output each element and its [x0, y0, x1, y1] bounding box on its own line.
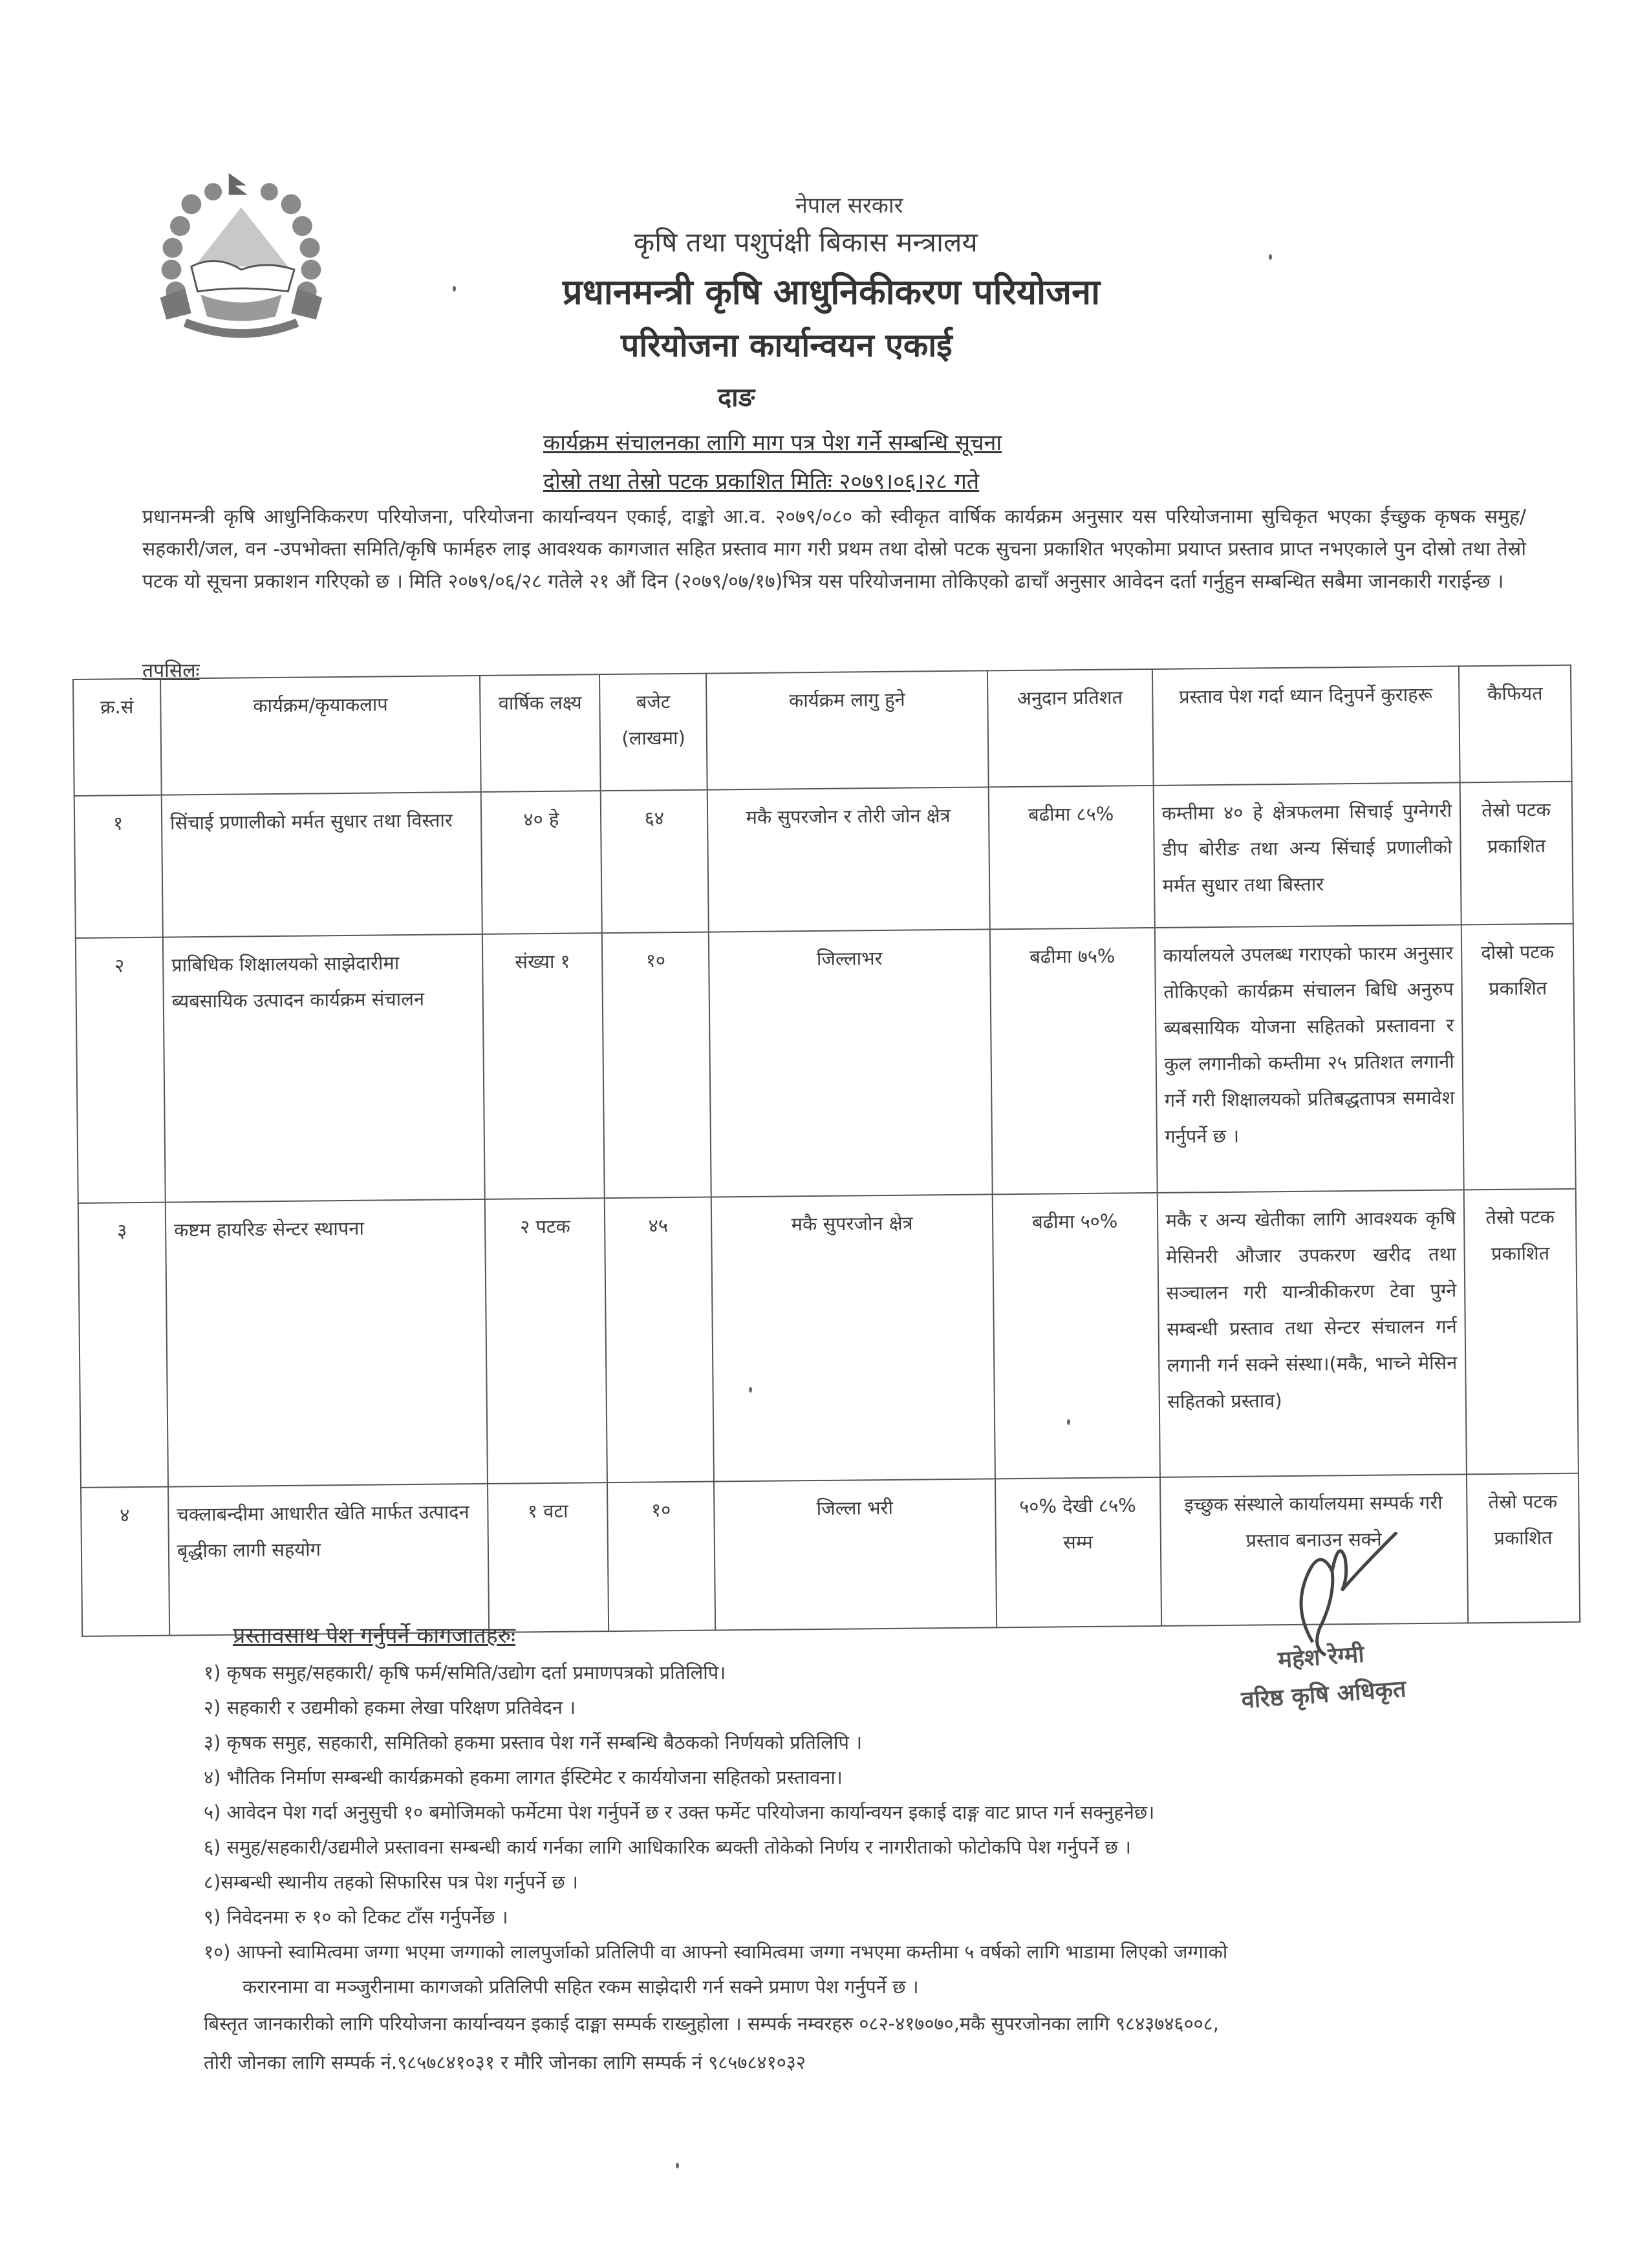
contact-info: [204, 2004, 1626, 2082]
cell-area: मकै सुपरजोन क्षेत्र: [711, 1194, 995, 1481]
document-item: १०) आफ्नो स्वामित्वमा जग्गा भएमा जग्गाको लालपुर्जाको प्रतिलिपी वा आफ्नो स्वामित्वमा जग्गा नभएमा कम्तीमा ५ वर्षको लागि भाडामा लिएको जग्गाको: [204, 1941, 1228, 1963]
col-header-sn: क्र.सं: [73, 679, 162, 796]
cell-grant: बढीमा ७५%: [990, 928, 1158, 1194]
col-header-remarks: कैफियत: [1459, 665, 1572, 783]
table-row: [76, 924, 1576, 1203]
signatory-title: वरिष्ठ कृषि अधिकृत: [1240, 1676, 1407, 1714]
cell-remarks: तेस्रो पटक प्रकाशित: [1460, 782, 1573, 925]
document-item: ४) भौतिक निर्माण सम्बन्धी कार्यक्रमको हकमा लागत ईस्टिमेट र कार्ययोजना सहितको प्रस्तावना।: [204, 1766, 843, 1788]
table-row: [78, 1189, 1579, 1488]
cell-program: चक्लाबन्दीमा आधारीत खेति मार्फत उत्पादन बृद्धीका लागी सहयोग: [168, 1484, 490, 1636]
col-header-program: कार्यक्रम/कृयाकलाप: [160, 676, 481, 795]
publication-date: दोस्रो तथा तेस्रो पटक प्रकाशित मितिः २०७९।०६।२८ गते: [543, 469, 980, 495]
document-item: २) सहकारी र उद्यमीको हकमा लेखा परिक्षण प्रतिवेदन ।: [204, 1696, 576, 1718]
cell-area: जिल्ला भरी: [714, 1479, 997, 1630]
col-header-grant: अनुदान प्रतिशत: [987, 669, 1153, 787]
program-table: [72, 665, 1580, 1637]
cell-remarks: दोस्रो पटक प्रकाशित: [1461, 924, 1576, 1190]
cell-remarks: तेस्रो पटक प्रकाशित: [1467, 1473, 1580, 1623]
cell-notes: कम्तीमा ४० हे क्षेत्रफलमा सिचाई पुग्नेगरी डीप बोरीङ तथा अन्य सिंचाई प्रणालीको मर्मत सुधार तथा बिस्तार: [1153, 782, 1461, 928]
documents-title: प्रस्तावसाथ पेश गर्नुपर्ने कागजातहरुः: [233, 1623, 515, 1649]
unit-name: परियोजना कार्यान्वयन एकाई: [621, 326, 953, 364]
contact-line-1: बिस्तृत जानकारीको लागि परियोजना कार्यान्वयन इकाई दाङ्मा सम्पर्क राख्नुहोला । सम्पर्क नम्वरहरु ०८२-४१७०७०,मकै सुपरजोनका लागि ९८४३७४६००८,: [204, 2013, 1219, 2035]
scan-speck: [453, 286, 456, 292]
cell-sn: १: [74, 795, 163, 938]
district-name: दाङ: [718, 383, 755, 412]
scan-speck: [749, 1387, 752, 1393]
ministry-name: कृषि तथा पशुपंक्षी बिकास मन्त्रालय: [634, 226, 978, 258]
cell-budget: १०: [607, 1482, 715, 1632]
cell-remarks: तेस्रो पटक प्रकाशित: [1464, 1189, 1579, 1475]
cell-target: ४० हे: [481, 791, 602, 934]
project-name: प्रधानमन्त्री कृषि आधुनिकीकरण परियोजना: [563, 272, 1101, 312]
document-item-continued: करारनामा वा मञ्जुरीनामा कागजको प्रतिलिपी सहित रकम साझेदारी गर्न सक्ने प्रमाण पेश गर्नुपर्ने छ ।: [242, 1976, 919, 1998]
cell-program: प्राबिधिक शिक्षालयको साझेदारीमा ब्यबसायिक उत्पादन कार्यक्रम संचालन: [163, 934, 485, 1203]
scan-speck: [676, 2163, 679, 2168]
cell-budget: ६४: [601, 790, 709, 934]
cell-sn: २: [76, 937, 166, 1203]
col-header-notes: प्रस्ताव पेश गर्दा ध्यान दिनुपर्ने कुराहरू: [1152, 666, 1460, 786]
scan-speck: [1067, 1419, 1070, 1425]
cell-notes: इच्छुक संस्थाले कार्यालयमा सम्पर्क गरी प्रस्ताव बनाउन सक्ने: [1159, 1474, 1468, 1626]
notice-title: कार्यक्रम संचालनका लागि माग पत्र पेश गर्ने सम्बन्धि सूचना: [543, 430, 1002, 456]
document-item: ८)सम्बन्धी स्थानीय तहको सिफारिस पत्र पेश गर्नुपर्ने छ ।: [204, 1871, 578, 1893]
document-item: ९) निवेदनमा रु १० को टिकट टाँस गर्नुपर्नेछ ।: [204, 1906, 508, 1928]
cell-area: जिल्लाभर: [709, 929, 992, 1197]
document-item: १) कृषक समुह/सहकारी/ कृषि फर्म/समिति/उद्योग दर्ता प्रमाणपत्रको प्रतिलिपि।: [204, 1662, 726, 1684]
col-header-budget: बजेट (लाखमा): [599, 674, 707, 791]
cell-budget: ४५: [605, 1197, 714, 1483]
cell-notes: कार्यालयले उपलब्ध गराएको फारम अनुसार तोकिएको कार्यक्रम संचालन बिधि अनुरुप ब्यबसायिक योजना सहितको प्रस्तावना र कुल लगानीको कम्तीमा २५ प्रतिशत लगानी गर्ने गरी शिक्षालयको प्रतिबद्धतापत्र समावेश गर्नुपर्ने छ ।: [1154, 925, 1463, 1193]
table-row: [74, 782, 1573, 938]
signatory-name: महेश रेग्मी: [1277, 1641, 1365, 1674]
cell-notes: मकै र अन्य खेतीका लागि आवश्यक कृषि मेसिनरी औजार उपकरण खरीद तथा सञ्चालन गरी यान्त्रीकीकरण टेवा पुग्ने सम्बन्धी प्रस्ताव तथा सेन्टर संचालन गर्न लगानी गर्न सक्ने संस्था।(मकै, भाच्ने मेसिन सहितको प्रस्ताव): [1157, 1190, 1467, 1477]
document-item: ५) आवेदन पेश गर्दा अनुसुची १० बमोजिमको फर्मेटमा पेश गर्नुपर्ने छ र उक्त फर्मेट परियोजना कार्यान्वयन इकाई दाङ्ग वाट प्राप्त गर्न सक्नुहनेछ।: [204, 1801, 1155, 1823]
cell-grant: ५०% देखी ८५% सम्म: [995, 1477, 1161, 1627]
contact-line-2: तोरी जोनका लागि सम्पर्क नं.९८५७८४१०३१ र मौरि जोनका लागि सम्पर्क नं ९८५७८४१०३२: [204, 2051, 806, 2073]
cell-program: कष्टम हायरिङ सेन्टर स्थापना: [166, 1199, 488, 1487]
cell-target: संख्या १: [482, 933, 605, 1199]
cell-program: सिंचाई प्रणालीको मर्मत सुधार तथा विस्तार: [162, 792, 483, 937]
document-item: ६) समुह/सहकारी/उद्यमीले प्रस्तावना सम्बन्धी कार्य गर्नका लागि आधिकारिक ब्यक्ती तोकेको निर्णय र नागरीताको फोटोकपि पेश गर्नुपर्ने छ ।: [204, 1836, 1131, 1858]
intro-paragraph: प्रधानमन्त्री कृषि आधुनिकिकरण परियोजना, परियोजना कार्यान्वयन एकाई, दाङ्को आ.व. २०७९/०८० को स्वीकृत वार्षिक कार्यक्रम अनुसार यस परियोजनामा सुचिकृत भएका ईच्छुक कृषक समुह/सहकारी/जल, वन -उपभोक्ता समिति/कृषि फार्महरु लाइ आवश्यक कागजात सहित प्रस्ताव माग गरी प्रथम तथा दोस्रो पटक सुचना प्रकाशित भएकोमा प्रयाप्त प्रस्ताव प्राप्त नभएकाले पुन दोस्रो तथा तेस्रो पटक यो सूचना प्रकाशन गरिएको छ । मिति २०७९/०६/२८ गतेले २१ औं दिन (२०७९/०७/१७)भित्र यस परियोजनामा तोकिएको ढाचाँ अनुसार आवेदन दर्ता गर्नुहुन सम्बन्धित सबैमा जानकारी गराईन्छ ।: [142, 506, 1526, 593]
table-header-row: [73, 665, 1572, 796]
cell-sn: ३: [78, 1203, 168, 1488]
scan-speck: [1269, 254, 1272, 260]
cell-target: २ पटक: [485, 1198, 607, 1484]
col-header-target: वार्षिक लक्ष्य: [480, 674, 601, 792]
cell-grant: बढीमा ८५%: [988, 786, 1154, 929]
cell-area: मकै सुपरजोन र तोरी जोन क्षेत्र: [707, 787, 990, 932]
documents-list: [204, 1655, 1626, 2004]
nepal-emblem-icon: [147, 167, 335, 341]
government-name: नेपाल सरकार: [795, 193, 903, 219]
col-header-area: कार्यक्रम लागु हुने: [706, 670, 988, 789]
cell-grant: बढीमा ५०%: [992, 1193, 1159, 1479]
cell-budget: १०: [602, 932, 711, 1199]
cell-target: १ वटा: [488, 1482, 609, 1632]
document-item: ३) कृषक समुह, सहकारी, समितिको हकमा प्रस्ताव पेश गर्ने सम्बन्धि बैठकको निर्णयको प्रतिलिपि ।: [204, 1731, 863, 1753]
cell-sn: ४: [81, 1487, 169, 1636]
details-label: तपसिलः: [142, 659, 200, 682]
